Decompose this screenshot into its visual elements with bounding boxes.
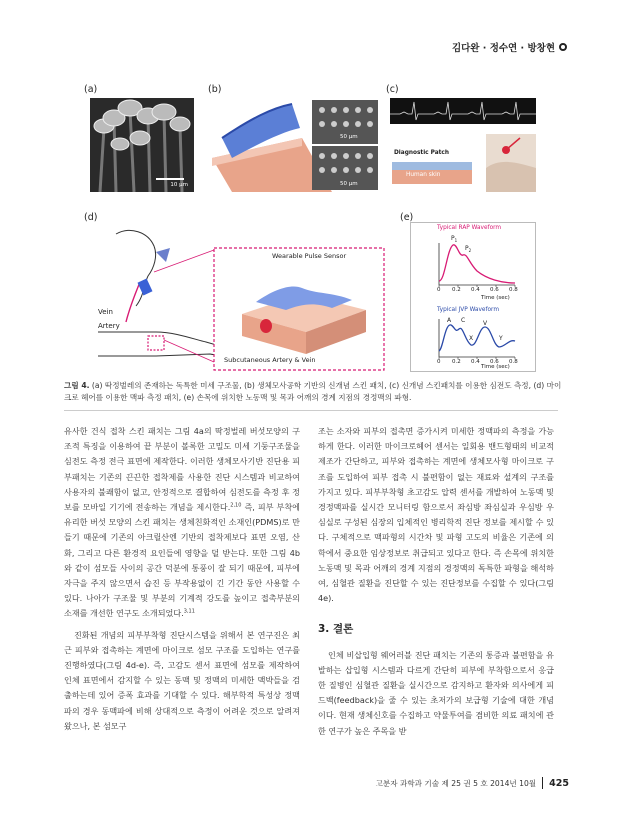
rap-xlabel: Time (sec) <box>481 295 510 301</box>
header-circle-icon <box>559 43 567 51</box>
left-paragraph-1: 유사한 건식 접착 스킨 패치는 그림 4a의 딱정벌레 버섯모양의 구조적 특징을 이용하여 끝 부분이 볼록한 고밀도 미세 기둥구조물을 심전도 측정 전극 표면에 제작한다. 이러한 생체모사기반 진단용 피부패치는 기존의 끈끈한 접착제를 사용한 진단 시스템과 비교하여 사용자의 불쾌함이 없고, 안정적으로 결합하여 심전도를 측정 후 정보를 모바일 기기에 전송하는 개념을 제시한다.$^{2,10}$ 즉, 피부 부착에 유리한 버섯 모양의 스킨 패치는 생체친화적인 소재인(PDMS)로 만들기 때문에 기존의 아크릴산엔 기반의 접착제보다 표면 오염, 산화, 그리고 다른 환경적 요인들에 영향을 덜 받는다. 또한 그림 4b와 같이 섬모들 사이의 공간 덕분에 통풍이 잘 되기 때문에, 피부에 자극을 주지 않으면서 습진 등 부작용없이 긴 기간 동안 사용할 수 있다. 나아가 구조물 및 부분의 기계적 강도를 높이고 접촉부분의 소재를 개선한 연구도 소개되었다.$^{3,11}$ <box>64 426 300 619</box>
panel-c-patch-label: Diagnostic Patch <box>394 150 449 156</box>
rap-title: Typical RAP Waveform <box>437 225 502 231</box>
panel-a-sem-image <box>90 98 194 192</box>
panel-d-sensor-label: Wearable Pulse Sensor <box>272 252 347 260</box>
caption-label: 그림 4. <box>64 381 90 390</box>
panel-c-skin-label: Human skin <box>406 172 441 178</box>
jvp-y-label: Y <box>499 335 503 342</box>
left-paragraph-2: 진화된 개념의 피부부착형 진단시스템을 위해서 본 연구진은 최근 피부와 접촉하는 계면에 마이크로 섬모 구조를 도입하는 연구를 진행하였다(그림 4d-e). 즉, 고감도 센서 표면에 섬모를 제작하여 인체 표면에서 감지할 수 있는 동맥 및 정맥의 미세한 맥박들을 검출하는데 있어 증폭 효과를 기대할 수 있다. 해부학적 특성상 정맥파의 경우 동맥파에 비해 상대적으로 측정이 어려운 것으로 알려져 왔으나, 본 섬모구 <box>64 629 300 731</box>
panel-d-artery-label: Artery <box>98 322 120 330</box>
panel-label-a: (a) <box>84 84 98 95</box>
panel-b-scalebar-top: 50 μm <box>340 134 358 140</box>
left-column <box>64 424 300 734</box>
right-column <box>318 424 554 739</box>
panel-d-vein-label: Vein <box>98 308 113 316</box>
jvp-title: Typical JVP Waveform <box>437 307 499 313</box>
page-number: 425 <box>549 777 569 789</box>
page-footer <box>376 777 569 789</box>
panel-a-scalebar: 10 μm <box>170 182 188 188</box>
panel-b-skin-patch <box>212 98 382 192</box>
panel-label-c: (c) <box>386 84 399 95</box>
panel-b-scalebar-bottom: 50 μm <box>340 181 358 187</box>
jvp-v-label: V <box>483 320 488 327</box>
running-header <box>452 40 567 54</box>
panel-label-d: (d) <box>84 212 98 223</box>
figure-caption <box>64 380 564 404</box>
caption-text: (a) 딱정벌레의 존재하는 독특한 미세 구조물, (b) 생체모사공학 기반의 신개념 스킨 패치, (c) 신개념 스킨패치를 이용한 심전도 측정, (d) 마이크로 헤어를 이용한 맥파 측정 패치, (e) 손목에 위치한 노동맥 및 목과 어깨의 경계 지점의 경정맥의 파형. <box>64 381 562 402</box>
rap-p2-label: $P_2$ <box>465 245 472 254</box>
panel-d-pulse-sensor <box>96 222 386 372</box>
panel-e-waveforms: Typical RAP Waveform $P_1$ $P_2$ 0 0.2 0.4 0.6 0.8 Time (sec) Typical JVP Waveform A C X V Y 0 0.2 0.4 0.6 0.8 Time (sec) <box>410 222 536 372</box>
panel-label-b: (b) <box>208 84 222 95</box>
right-paragraph-2: 인체 비삽입형 웨어러블 진단 패치는 기존의 통증과 불편함을 유발하는 삽입형 시스템과 다르게 간단히 피부에 부착함으로서 응급한 질병인 심혈관 질환을 실시간으로 감지하고 환자와 의사에게 피드백(feedback)을 줄 수 있는 초저가의 보급형 기술에 대한 개념이다. 현재 생체신호를 수집하고 약물투여를 겸비한 의료 패치에 관한 연구가 높은 주목을 받 <box>318 649 554 736</box>
right-paragraph-1: 조는 소자와 피부의 접촉면 증가시켜 미세한 정맥파의 측정을 가능하게 한다. 이러한 마이크로헤어 센서는 일회용 밴드형태의 비교적 제조가 간단하고, 피부와 접촉하는 계면에 생체모사형 마이크로 구조를 도입하여 피부 접촉 시 불편함이 없는 재료와 설계의 구조를 가지고 있다. 피부부착형 초고감도 압력 센서를 개발하여 노동맥 및 경정맥파를 실시간 모니터링 함으로서 좌심방 좌심실과 우심방 우심실로 구성된 심장의 입체적인 병리학적 진단 정보를 제시할 수 있다. 구체적으로 맥파형의 시간차 및 파형 고도의 비율은 기존에 의학에서 중요한 임상정보로 취급되고 있다고 한다. 즉 손목에 위치한 노동맥 및 목과 어깨의 경계 지점의 경정맥의 독특한 파형을 해석하여, 심혈관 질환을 진단할 수 있는 진단정보를 수집할 수 있다(그림4e). <box>318 426 554 604</box>
panel-c-ecg <box>390 98 536 192</box>
caption-divider <box>64 410 558 411</box>
footer-journal: 고분자 과학과 기술 제 25 권 5 호 2014년 10월 <box>375 778 537 788</box>
jvp-xlabel: Time (sec) <box>481 364 510 370</box>
jvp-a-label: A <box>447 317 452 324</box>
jvp-x-label: X <box>469 335 474 342</box>
header-authors: 김다완 · 정수연 · 방창현 <box>451 43 555 54</box>
rap-p1-label: $P_1$ <box>451 235 458 244</box>
panel-d-vessel-label: Subcutaneous Artery & Vein <box>224 356 316 364</box>
jvp-c-label: C <box>461 317 466 324</box>
section-title-conclusion: 3. 결론 <box>318 623 354 636</box>
panel-label-e: (e) <box>400 212 414 223</box>
footer-divider <box>542 777 543 789</box>
